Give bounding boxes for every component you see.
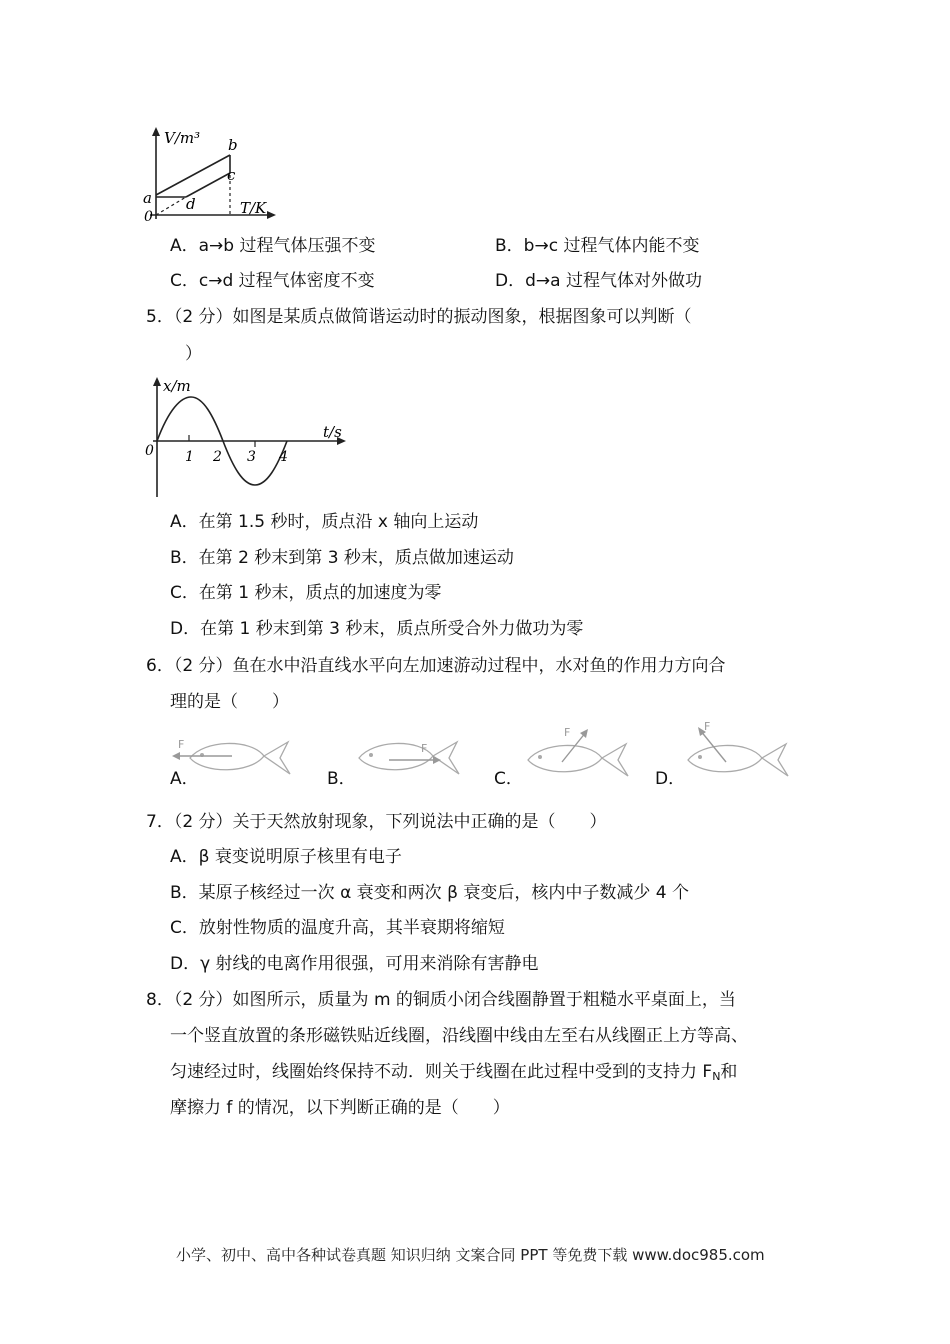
q6-option-a-label[interactable]: A． — [170, 769, 199, 789]
force-arrowhead-icon — [433, 756, 441, 764]
q8-line3-subscript: N — [712, 1070, 721, 1083]
q4-line-ab — [156, 155, 230, 195]
q7-stem: 7．（2 分）关于天然放射现象，下列说法中正确的是（ ） — [146, 812, 607, 832]
q5-y-label: x/m — [163, 377, 191, 395]
q5-xt-graph — [143, 375, 353, 500]
page-footer: 小学、初中、高中各种试卷真题 知识归纳 文案合同 PPT 等免费下载 www.doc985.com — [176, 1246, 765, 1264]
q7-option-b[interactable]: B．某原子核经过一次 α 衰变和两次 β 衰变后，核内中子数减少 4 个 — [170, 883, 689, 903]
q4-point-b: b — [228, 136, 238, 154]
fish-tail-icon — [762, 744, 788, 776]
force-arrowhead-icon — [580, 729, 588, 738]
q7-option-a[interactable]: A．β 衰变说明原子核里有电子 — [170, 847, 402, 867]
q4-vt-graph — [140, 125, 280, 225]
q5-y-arrow — [153, 377, 161, 386]
q4-y-label: V/m³ — [164, 129, 201, 147]
fish-eye-icon — [698, 755, 702, 759]
q7-option-c[interactable]: C．放射性物质的温度升高，其半衰期将缩短 — [170, 918, 505, 938]
q8-stem-line1: 8．（2 分）如图所示，质量为 m 的铜质小闭合线圈静置于粗糙水平桌面上，当 — [146, 990, 736, 1010]
q5-stem-line2: ） — [185, 344, 202, 364]
q6-stem-line1: 6．（2 分）鱼在水中沿直线水平向左加速游动过程中，水对鱼的作用力方向合 — [146, 656, 726, 676]
q5-option-d[interactable]: D．在第 1 秒末到第 3 秒末，质点所受合外力做功为零 — [170, 619, 584, 639]
q5-tick-label-1: 1 — [185, 449, 194, 465]
q4-origin-label: 0 — [144, 209, 153, 225]
q4-point-a: a — [143, 189, 152, 207]
q6-fish-c[interactable] — [520, 722, 650, 782]
q5-tick-label-2: 2 — [213, 449, 222, 465]
q4-option-b[interactable]: B．b→c 过程气体内能不变 — [495, 236, 700, 256]
q4-x-arrow — [267, 211, 276, 219]
force-label: F — [704, 720, 711, 733]
q4-y-arrow — [152, 127, 160, 136]
q4-option-d[interactable]: D．d→a 过程气体对外做功 — [495, 271, 702, 291]
q4-point-d: d — [186, 195, 196, 213]
fish-tail-icon — [264, 742, 290, 774]
q4-option-c[interactable]: C．c→d 过程气体密度不变 — [170, 271, 375, 291]
q4-point-c: c — [227, 166, 236, 184]
q7-option-d[interactable]: D．γ 射线的电离作用很强，可用来消除有害静电 — [170, 954, 539, 974]
q4-x-label: T/K — [240, 199, 267, 217]
q6-option-c-label[interactable]: C． — [494, 769, 523, 789]
q5-option-a[interactable]: A．在第 1.5 秒时，质点沿 x 轴向上运动 — [170, 512, 479, 532]
q5-tick-label-3: 3 — [247, 449, 256, 465]
fish-eye-icon — [369, 753, 373, 757]
force-arrowhead-icon — [172, 752, 180, 760]
q6-option-b-label[interactable]: B． — [327, 769, 356, 789]
q6-fish-b[interactable] — [345, 730, 475, 785]
q8-line3-end: 和 — [720, 1062, 738, 1082]
q6-option-d-label[interactable]: D． — [655, 769, 686, 789]
fish-eye-icon — [538, 755, 542, 759]
q8-stem-line3 — [170, 1060, 737, 1089]
q5-option-b[interactable]: B．在第 2 秒末到第 3 秒末，质点做加速运动 — [170, 548, 514, 568]
force-label: F — [178, 738, 185, 751]
q6-fish-a[interactable] — [168, 730, 298, 785]
q4-option-a[interactable]: A．a→b 过程气体压强不变 — [170, 236, 376, 256]
fish-tail-icon — [602, 744, 628, 776]
q5-tick-label-4: 4 — [279, 449, 288, 465]
q5-x-label: t/s — [323, 423, 342, 441]
q5-stem-line1: 5．（2 分）如图是某质点做简谐运动时的振动图象，根据图象可以判断（ — [146, 307, 692, 327]
q8-line3-text: 匀速经过时，线圈始终保持不动．则关于线圈在此过程中受到的支持力 F — [170, 1062, 713, 1082]
q5-origin-label: 0 — [145, 443, 154, 459]
q6-fish-d[interactable] — [680, 720, 810, 782]
force-label: F — [421, 742, 428, 755]
q8-stem-line4: 摩擦力 f 的情况，以下判断正确的是（ ） — [170, 1098, 510, 1118]
q6-stem-line2: 理的是（ ） — [170, 692, 289, 712]
q4-line-cd — [186, 173, 230, 197]
force-label: F — [564, 726, 571, 739]
q8-stem-line2: 一个竖直放置的条形磁铁贴近线圈，沿线圈中线由左至右从线圈正上方等高、 — [170, 1026, 748, 1046]
q4-dash-origin — [156, 197, 186, 215]
q5-option-c[interactable]: C．在第 1 秒末，质点的加速度为零 — [170, 583, 442, 603]
